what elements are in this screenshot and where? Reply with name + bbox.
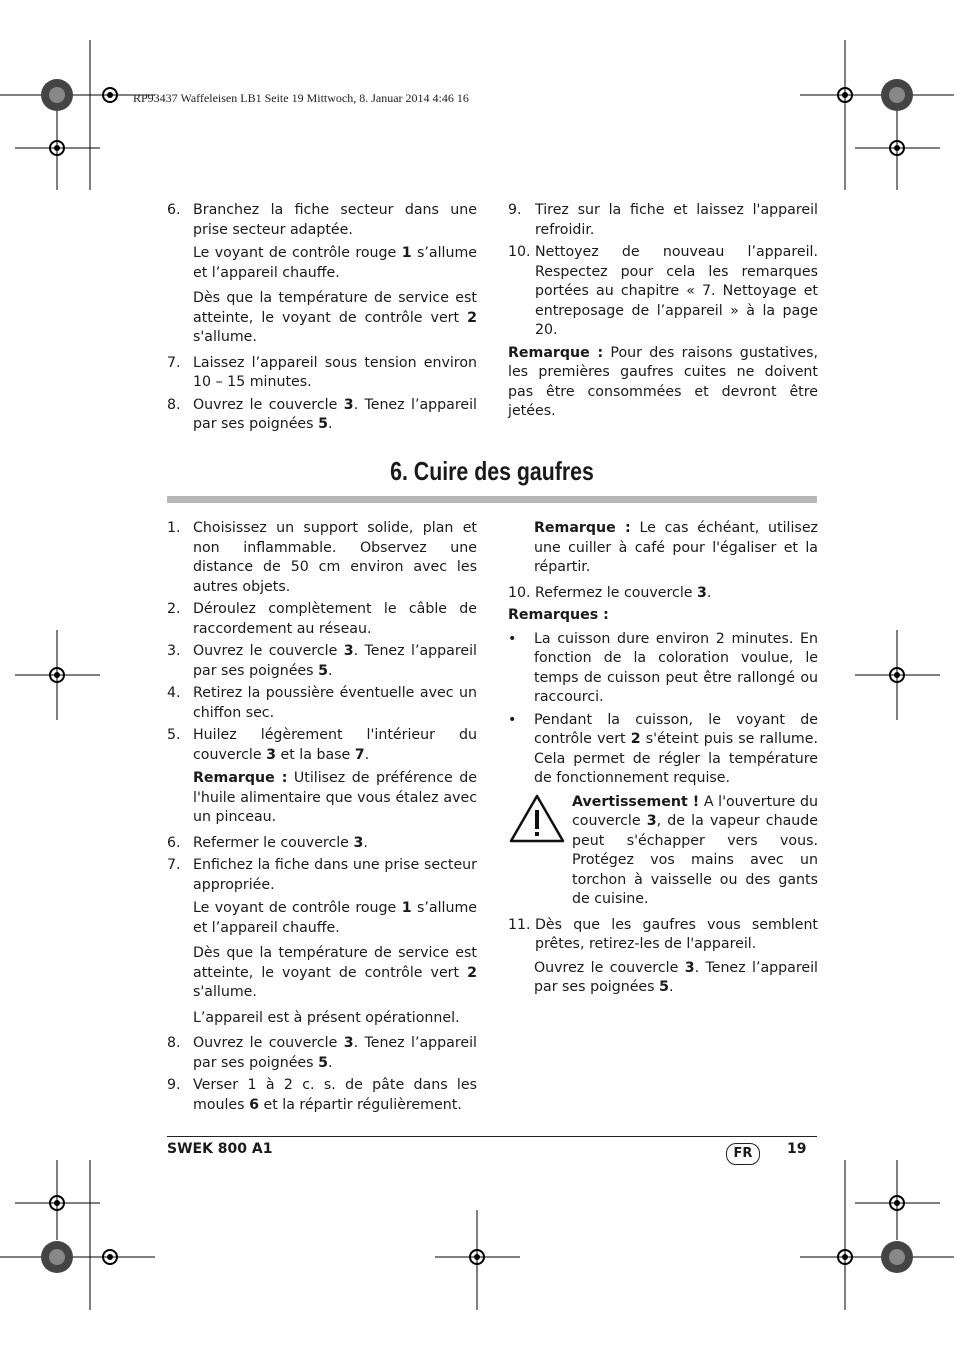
top-right-column — [508, 201, 818, 426]
list-item: 9. Verser 1 à 2 c. s. de pâte dans les moules 6 et la répartir régulièrement. — [167, 1077, 477, 1113]
note: Remarque : Le cas échéant, utilisez une cuiller à café pour l'égaliser et la répartir. — [534, 520, 818, 575]
item-text: Branchez la fiche secteur dans une prise secteur adaptée. — [193, 202, 477, 238]
note: Remarque : Utilisez de préférence de l'huile alimentaire que vous étalez avec un pinceau. — [193, 770, 477, 825]
list-item — [167, 396, 477, 435]
paragraph: Ouvrez le couvercle 3. Tenez l’appareil par ses poignées 5. — [534, 959, 818, 995]
bottom-left-column — [167, 519, 477, 1118]
title-underline — [167, 496, 817, 503]
paragraph: Dès que la température de service est atteinte, le voyant de contrôle vert 2 s'allume. — [193, 290, 477, 345]
note: Remarque : Pour des raisons gustatives, les premières gaufres cuites ne doivent pas être consommées et devront être jetées. — [508, 344, 818, 419]
list-item: 5. Huilez légèrement l'intérieur du couvercle 3 et la base 7. — [167, 727, 477, 763]
paragraph: Dès que la température de service est atteinte, le voyant de contrôle vert 2 s'allume. — [193, 945, 477, 1000]
bullet-item: • Pendant la cuisson, le voyant de contrôle vert 2 s'éteint puis se rallume. Cela permet de régler la température de fonctionnement requise. — [508, 711, 818, 786]
warning-triangle-icon — [508, 793, 572, 910]
list-item: 2. Déroulez complètement le câble de raccordement au réseau. — [167, 601, 477, 637]
item-text: Ouvrez le couvercle 3. Tenez l’appareil par ses poignées 5. — [193, 396, 477, 432]
footer-model: SWEK 800 A1 — [167, 1141, 273, 1157]
section-title: 6. Cuire des gaufres — [390, 456, 594, 486]
list-item: 6. Refermer le couvercle 3. — [167, 834, 368, 851]
list-item: 10. Refermez le couvercle 3. — [508, 584, 712, 601]
warning-block: Avertissement ! A l'ouverture du couvercle 3, de la vapeur chaude peut s'échapper vers vous. Protégez vos mains avec un torchon à vaisselle ou des gants de cuisine. — [508, 793, 818, 910]
list-item: 9. Tirez sur la fiche et laissez l'appareil refroidir. — [508, 202, 818, 238]
paragraph: L’appareil est à présent opérationnel. — [193, 1009, 460, 1026]
print-header: RP93437 Waffeleisen LB1 Seite 19 Mittwoch, 8. Januar 2014 4:46 16 — [133, 91, 469, 105]
list-item: 1. Choisissez un support solide, plan et non inflammable. Observez une distance de 50 cm environ avec les autres objets. — [167, 520, 477, 595]
list-item: 4. Retirez la poussière éventuelle avec un chiffon sec. — [167, 685, 477, 721]
list-item: 10. Nettoyez de nouveau l’appareil. Respectez pour cela les remarques portées au chapitre « 7. Nettoyage et entreposage de l’appareil » à la page 20. — [508, 244, 818, 338]
list-item: 8. Ouvrez le couvercle 3. Tenez l’appareil par ses poignées 5. — [167, 1035, 477, 1071]
language-badge: FR — [726, 1143, 760, 1165]
bullet-item: • La cuisson dure environ 2 minutes. En fonction de la coloration voulue, le temps de cuisson peut être rallongé ou raccourci. — [508, 630, 818, 705]
list-item: 3. Ouvrez le couvercle 3. Tenez l’appareil par ses poignées 5. — [167, 643, 477, 679]
item-number: 6. — [167, 202, 181, 218]
item-text: Laissez l’appareil sous tension environ 10 – 15 minutes. — [193, 354, 477, 390]
bottom-right-column — [508, 519, 818, 1004]
list-item: 7. Enfichez la fiche dans une prise secteur appropriée. — [167, 857, 477, 893]
top-left-column — [167, 201, 477, 438]
paragraph: Le voyant de contrôle rouge 1 s’allume et l’appareil chauffe. — [193, 245, 478, 281]
remarks-heading: Remarques : — [508, 607, 609, 623]
list-item — [167, 201, 477, 240]
item-number: 8. — [167, 396, 181, 413]
list-item — [167, 354, 477, 393]
paragraph: Le voyant de contrôle rouge 1 s’allume et l’appareil chauffe. — [193, 900, 478, 936]
footer-rule — [167, 1136, 817, 1137]
page-number: 19 — [787, 1141, 807, 1157]
item-number: 7. — [167, 354, 181, 371]
list-item: 11. Dès que les gaufres vous semblent prêtes, retirez-les de l'appareil. — [508, 916, 818, 952]
